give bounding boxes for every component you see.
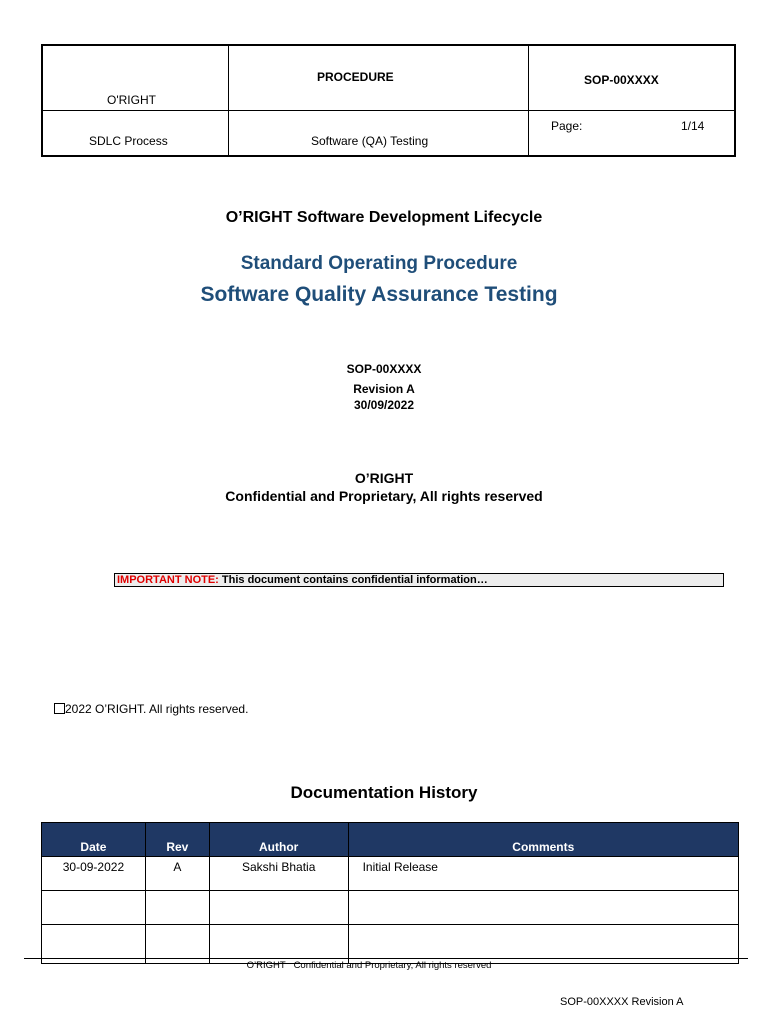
cover-revision: Revision A [353, 382, 415, 396]
header-subject: Software (QA) Testing [311, 134, 429, 148]
header-divider [228, 46, 229, 155]
header-divider [528, 46, 529, 155]
footer-divider [24, 958, 748, 959]
lifecycle-title: O’RIGHT Software Development Lifecycle [225, 209, 543, 226]
document-header [41, 44, 736, 157]
footer-company: O’RIGHT [246, 960, 286, 971]
header-doc-type: PROCEDURE [317, 70, 394, 84]
footer [0, 960, 753, 971]
column-header-date: Date [42, 823, 146, 857]
cover-date: 30/09/2022 [353, 398, 415, 412]
cell-comments: Initial Release [348, 857, 738, 891]
column-header-rev: Rev [145, 823, 209, 857]
cover-sop-id: SOP-00XXXX [346, 362, 422, 376]
cell-rev: A [145, 857, 209, 891]
footer-revision: SOP-00XXXX Revision A [560, 996, 684, 1008]
cover-confidential: Confidential and Proprietary, All rights reserved [225, 488, 543, 504]
header-sop-id: SOP-00XXXX [584, 73, 659, 87]
history-table [41, 822, 739, 964]
copyright-symbol-icon [54, 703, 65, 714]
cover-company: O’RIGHT [354, 470, 414, 486]
header-page-label: Page: [551, 119, 583, 133]
sop-title-line2: Software Quality Assurance Testing [200, 283, 558, 306]
header-process: SDLC Process [89, 134, 168, 148]
column-header-author: Author [209, 823, 348, 857]
header-divider [43, 110, 734, 111]
footer-confidential: Confidential and Proprietary, All rights reserved [293, 960, 492, 971]
copyright [54, 702, 248, 716]
cell-author: Sakshi Bhatia [209, 857, 348, 891]
important-note-label: IMPORTANT NOTE: [117, 574, 219, 586]
cell-comments [348, 891, 738, 925]
history-header-row [42, 823, 739, 857]
cell-author [209, 891, 348, 925]
important-note-text: This document contains confidential information… [218, 574, 488, 586]
cell-date: 30-09-2022 [42, 857, 146, 891]
history-title: Documentation History [290, 783, 478, 802]
table-row [42, 891, 739, 925]
copyright-text: 2022 O’RIGHT. All rights reserved. [65, 702, 249, 716]
important-note [114, 573, 724, 587]
sop-title-line1: Standard Operating Procedure [240, 253, 518, 274]
header-page-value: 1/14 [681, 119, 705, 133]
header-company: O'RIGHT [107, 93, 156, 107]
cell-rev [145, 891, 209, 925]
column-header-comments: Comments [348, 823, 738, 857]
cell-date [42, 891, 146, 925]
table-row [42, 857, 739, 891]
